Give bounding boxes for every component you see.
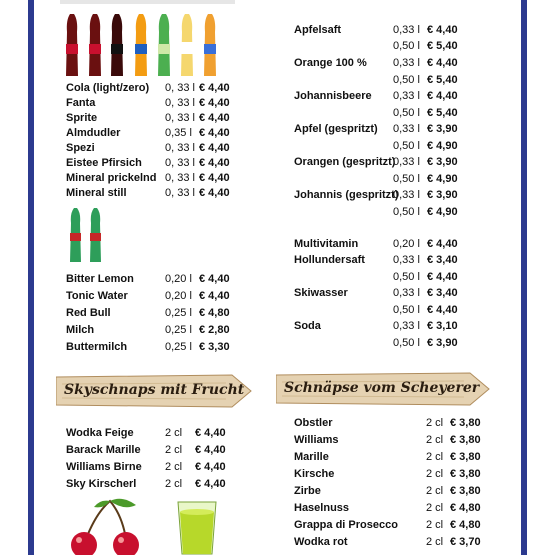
cola-bottle-3 <box>111 14 123 76</box>
orange-bottle <box>204 14 216 76</box>
lemonade-bottle <box>181 14 193 76</box>
schnaepse-sign-label: Schnäpse vom Scheyerer <box>284 380 480 396</box>
water-bottle-1 <box>70 208 81 262</box>
cola-bottle-1 <box>66 14 78 76</box>
fanta-bottle <box>135 14 147 76</box>
header-band <box>60 0 235 4</box>
schnaps-sign <box>56 374 252 408</box>
schnaps-sign-label: Skyschnaps mit Frucht <box>64 382 245 398</box>
sprite-bottle <box>158 14 170 76</box>
soft-drink-bottles-image <box>62 12 227 78</box>
shot-glass-image <box>174 500 220 555</box>
cherries-image <box>66 495 156 555</box>
mineral-water-bottles-image <box>66 207 106 263</box>
page-border-right <box>521 0 527 555</box>
water-bottle-2 <box>90 208 101 262</box>
cola-bottle-2 <box>89 14 101 76</box>
page-border-left <box>28 0 34 555</box>
schnaepse-sign <box>276 372 490 406</box>
